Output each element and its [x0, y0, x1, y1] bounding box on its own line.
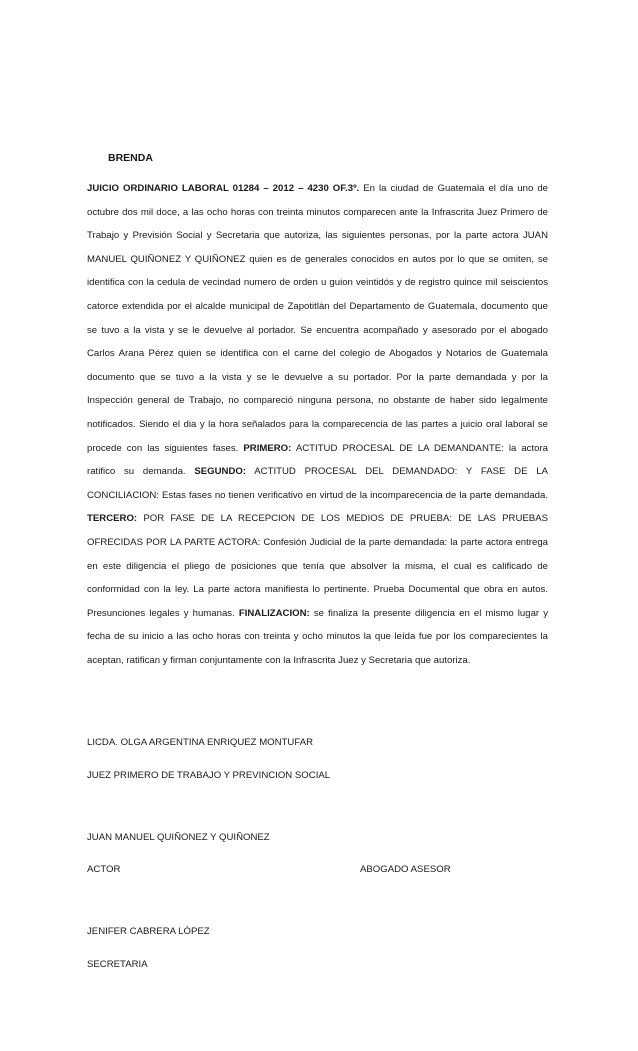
act-body-paragraph [87, 177, 548, 672]
body-segment-2: ACTITUD PROCESAL DE LA DEMANDANTE: la actora ratifico su demanda. [87, 442, 548, 478]
body-segment-5: se finaliza la presente diligencia en el mismo lugar y fecha de su inicio a las ocho horas con treinta y ocho minutos la que leída fue por los comparecientes la aceptan, ratifican y firman conjuntamente con la Infrascrita Juez y Secretaria que autoriza. [87, 607, 548, 666]
actor-name: JUAN MANUEL QUIÑONEZ Y QUIÑONEZ [87, 832, 270, 843]
finalizacion-label: FINALIZACION: [238, 607, 310, 619]
judge-name: LICDA. OLGA ARGENTINA ENRIQUEZ MONTUFAR [87, 737, 314, 748]
body-segment-1: En la ciudad de Guatemala el día uno de octubre dos mil doce, a las ocho horas con treinta minutos comparecen ante la Infrascrita Juez Primero de Trabajo y Previsión Social y Secretaria que autoriza, las siguientes personas, por la parte actora JUAN MANUEL QUIÑONEZ Y QUIÑONEZ quien es de generales conocidos en autos por lo que se omiten, se identifica con la cedula de vecindad numero de orden u guion veintidós y de registro quince mil seiscientos catorce extendida por el alcalde municipal de Zapotitlàn del Departamento de Guatemala, documento que se tuvo a la vista y se le devuelve al portador. Se encuentra acompañado y asesorado por el abogado Carlos Arana Pérez quien se identifica con el carne del colegio de Abogados y Notarios de Guatemala documento que se tuvo a la vista y se le devuelve a su portador. Por la parte demandada y por la Inspección general de Trabajo, no compareció ninguna persona, no obstante de haber sido legalmente notificados. Siendo el dia y la hora señalados para la comparecencia de las partes a juicio oral laboral se procede con las siguientes fases. [87, 183, 548, 454]
secretary-title: SECRETARIA [87, 959, 148, 970]
header-name: BRENDA [108, 152, 153, 164]
secretary-name: JENIFER CABRERA LÒPEZ [87, 926, 210, 937]
judge-title: JUEZ PRIMERO DE TRABAJO Y PREVINCION SOCIAL [87, 770, 331, 781]
body-segment-4: POR FASE DE LA RECEPCION DE LOS MEDIOS DE PRUEBA: DE LAS PRUEBAS OFRECIDAS POR LA PARTE ACTORA: Confesión Judicial de la parte demandada: la parte actora entrega en este diligencia el pliego de posiciones que tenía que absolver la misma, el cual es calificado de conformidad con la ley. La parte actora manifiesta lo pertinente. Prueba Documental que obra en autos. Presunciones legales y humanas. [87, 513, 548, 619]
case-title: JUICIO ORDINARIO LABORAL 01284 – 2012 – 4230 OF.3º. [87, 183, 360, 194]
body-segment-3: ACTITUD PROCESAL DEL DEMANDADO: Y FASE DE LA CONCILIACION: Estas fases no tienen verificativo en virtud de la incomparecencia de la parte demandada. [87, 466, 548, 501]
tercero-label: TERCERO: [87, 513, 138, 525]
segundo-label: SEGUNDO: [194, 466, 247, 478]
lawyer-title: ABOGADO ASESOR [360, 864, 451, 875]
primero-label: PRIMERO: [243, 442, 292, 454]
actor-title: ACTOR [87, 864, 121, 875]
